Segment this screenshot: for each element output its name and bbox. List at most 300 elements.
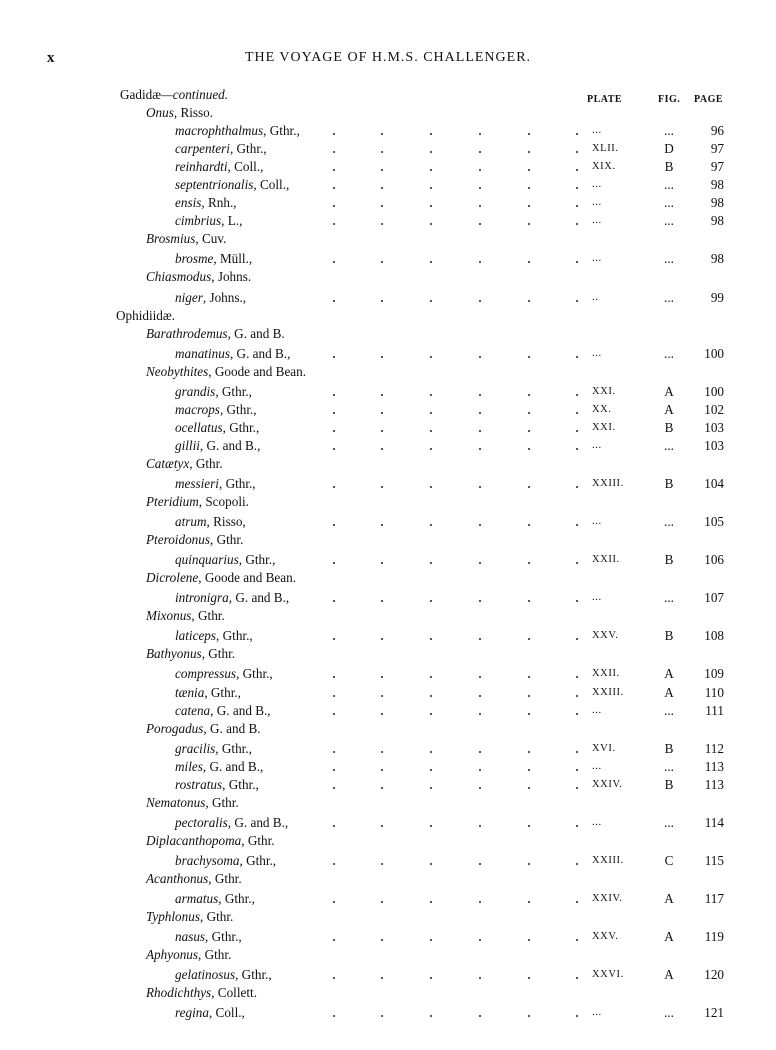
leader-dot <box>430 486 432 488</box>
leader-dot <box>528 300 530 302</box>
leader-dot <box>576 133 578 135</box>
taxon-name: brosme <box>175 251 214 267</box>
leader-dot <box>576 187 578 189</box>
family-row <box>0 86 776 104</box>
entry-name <box>146 104 213 122</box>
leader-dot <box>479 713 481 715</box>
leader-dot <box>479 394 481 396</box>
leader-dot <box>576 300 578 302</box>
leader-dot <box>333 412 335 414</box>
leader-dot <box>479 205 481 207</box>
leader-dot <box>430 524 432 526</box>
fig-cell: B <box>664 552 674 568</box>
taxon-name: quinquarius <box>175 552 239 568</box>
entry-name <box>146 607 225 625</box>
leader-dot <box>528 638 530 640</box>
species-row <box>0 684 776 702</box>
leader-dot <box>430 676 432 678</box>
page-cell: 98 <box>710 177 724 193</box>
page-cell: 111 <box>705 702 724 718</box>
taxon-name: ocellatus <box>175 419 223 435</box>
leader-dot <box>381 261 383 263</box>
leader-dot <box>333 205 335 207</box>
leader-dot <box>381 562 383 564</box>
leader-dot <box>576 1015 578 1017</box>
leader-dot <box>479 223 481 225</box>
leader-dot <box>430 205 432 207</box>
fig-cell: ... <box>664 251 674 267</box>
taxon-name: laticeps <box>175 628 217 644</box>
leader-dot <box>528 562 530 564</box>
genus-row <box>0 268 776 286</box>
authority: , Gthr., <box>218 891 255 907</box>
leader-dot <box>381 863 383 865</box>
leader-dot <box>528 600 530 602</box>
taxon-name: tænia <box>175 684 205 700</box>
leader-dot <box>479 448 481 450</box>
leader-dot <box>479 187 481 189</box>
taxon-name: Ophidiidæ. <box>116 307 175 323</box>
leader-dot <box>381 133 383 135</box>
taxon-name: messieri <box>175 475 219 491</box>
taxon-name: Aphyonus <box>146 947 199 963</box>
leader-dot <box>430 863 432 865</box>
taxon-name: Neobythites <box>146 363 209 379</box>
plate-cell: XXIII. <box>592 477 624 489</box>
authority: , Gthr. <box>191 608 225 624</box>
leader-dot <box>333 600 335 602</box>
plate-cell: ... <box>592 347 602 359</box>
leader-dot <box>576 169 578 171</box>
plate-cell: ... <box>592 760 602 772</box>
page-cell: 120 <box>704 967 724 983</box>
authority: , Gthr., <box>216 628 253 644</box>
entry-name <box>146 908 233 926</box>
authority: , Gthr., <box>235 967 272 983</box>
plate-cell: XXIV. <box>592 778 623 790</box>
fig-cell: ... <box>664 213 674 229</box>
authority: , Gthr., <box>238 552 276 568</box>
leader-dot <box>381 524 383 526</box>
leader-dot <box>333 223 335 225</box>
leader-dot <box>576 524 578 526</box>
page-number: x <box>47 50 56 66</box>
authority: , Risso, <box>206 514 246 530</box>
taxon-name: gelatinosus <box>175 967 236 983</box>
genus-row <box>0 363 776 381</box>
leader-dot <box>430 638 432 640</box>
fig-cell: ... <box>664 758 674 774</box>
taxon-name: rostratus <box>175 776 223 792</box>
leader-dot <box>381 600 383 602</box>
taxon-name: Chiasmodus <box>146 269 212 285</box>
authority: , G. and B., <box>199 437 261 453</box>
leader-dot <box>576 562 578 564</box>
page-cell: 104 <box>704 475 724 491</box>
leader-dot <box>479 939 481 941</box>
fig-cell: A <box>664 929 674 945</box>
leader-dot <box>576 356 578 358</box>
page-cell: 110 <box>704 684 724 700</box>
leader-dot <box>479 1015 481 1017</box>
leader-dot <box>333 769 335 771</box>
authority: , Gthr. <box>199 909 234 925</box>
taxon-name: niger <box>175 289 203 305</box>
leader-dot <box>479 300 481 302</box>
genus-row <box>0 493 776 511</box>
leader-dot <box>479 769 481 771</box>
fig-cell: B <box>664 740 674 756</box>
plate-cell: ... <box>592 516 602 528</box>
leader-dot <box>381 430 383 432</box>
species-row <box>0 212 776 230</box>
fig-cell: ... <box>664 289 674 305</box>
page-cell: 112 <box>704 740 724 756</box>
plate-cell: ... <box>592 1007 602 1019</box>
plate-cell: XVI. <box>592 742 616 754</box>
genus-row <box>0 908 776 926</box>
leader-dot <box>576 713 578 715</box>
species-row <box>0 289 776 307</box>
leader-dot <box>576 977 578 979</box>
leader-dot <box>528 787 530 789</box>
leader-dot <box>333 394 335 396</box>
page-cell: 102 <box>704 401 724 417</box>
plate-cell: XXIII. <box>592 854 624 866</box>
leader-dot <box>576 223 578 225</box>
leader-dot <box>479 695 481 697</box>
fig-cell: A <box>664 401 674 417</box>
fig-cell: C <box>664 852 674 868</box>
species-row <box>0 665 776 683</box>
leader-dot <box>576 486 578 488</box>
leader-dot <box>333 1015 335 1017</box>
leader-dot <box>333 825 335 827</box>
leader-dot <box>479 825 481 827</box>
fig-cell: ... <box>664 177 674 193</box>
leader-dot <box>381 205 383 207</box>
plate-cell: XXV. <box>592 630 619 642</box>
species-row <box>0 513 776 531</box>
authority: , G. and B., <box>228 590 290 606</box>
plate-cell: ... <box>592 179 602 191</box>
genus-row <box>0 984 776 1002</box>
plate-cell: ... <box>592 439 602 451</box>
leader-dot <box>333 524 335 526</box>
plate-cell: XXIII. <box>592 686 624 698</box>
leader-dot <box>430 769 432 771</box>
authority: , Müll., <box>213 251 253 267</box>
species-row <box>0 890 776 908</box>
leader-dot <box>479 562 481 564</box>
leader-dot <box>430 825 432 827</box>
leader-dot <box>381 695 383 697</box>
page-cell: 117 <box>704 891 724 907</box>
taxon-name: brachysoma <box>175 852 240 868</box>
taxon-name: Dicrolene <box>146 570 199 586</box>
genus-row <box>0 946 776 964</box>
page-cell: 96 <box>710 123 724 139</box>
leader-dot <box>381 751 383 753</box>
page-cell: 107 <box>704 590 724 606</box>
leader-dot <box>430 695 432 697</box>
entry-name <box>146 984 257 1002</box>
authority: , Coll., <box>208 1005 245 1021</box>
plate-cell: ... <box>592 816 602 828</box>
entry-name <box>146 268 251 286</box>
taxon-name: catena <box>175 702 211 718</box>
entry-name <box>146 832 275 850</box>
leader-dot <box>381 187 383 189</box>
entry-name <box>146 645 235 663</box>
page-cell: 100 <box>704 383 724 399</box>
page-cell: 108 <box>704 628 724 644</box>
fig-cell: A <box>664 666 674 682</box>
authority: , Gthr., <box>239 852 277 868</box>
entry-name <box>146 794 239 812</box>
taxon-name: ensis <box>175 195 202 211</box>
taxon-name: Gadidæ <box>120 87 162 102</box>
leader-dot <box>430 223 432 225</box>
leader-dot <box>576 939 578 941</box>
index-table <box>0 86 776 1022</box>
authority: , L., <box>221 213 243 229</box>
authority: , Gthr. <box>198 947 232 963</box>
leader-dot <box>430 448 432 450</box>
leader-dot <box>479 169 481 171</box>
plate-cell: ... <box>592 197 602 209</box>
page-cell: 113 <box>704 776 724 792</box>
species-row <box>0 966 776 984</box>
taxon-name: Catætyx <box>146 455 190 471</box>
leader-dot <box>479 676 481 678</box>
authority: , G. and B., <box>227 814 289 830</box>
column-header-plate: PLATE <box>587 94 623 105</box>
taxon-name: nasus <box>175 929 206 945</box>
authority: , Gthr. <box>209 532 244 548</box>
fig-cell: B <box>664 475 674 491</box>
entry-name <box>146 531 243 549</box>
entry-name <box>146 493 249 511</box>
page-cell: 103 <box>704 419 724 435</box>
authority: , Gthr., <box>222 419 260 435</box>
leader-dot <box>576 751 578 753</box>
leader-dot <box>576 825 578 827</box>
taxon-name: compressus <box>175 666 237 682</box>
taxon-name: Brosmius <box>146 231 196 247</box>
page-cell: 98 <box>710 251 724 267</box>
genus-row <box>0 230 776 248</box>
leader-dot <box>479 430 481 432</box>
leader-dot <box>576 638 578 640</box>
fig-cell: A <box>664 684 674 700</box>
authority: , Gthr., <box>229 141 267 157</box>
taxon-name: carpenteri <box>175 141 230 157</box>
taxon-name: manatinus <box>175 345 230 361</box>
taxon-name: grandis <box>175 383 216 399</box>
authority: , Johns. <box>211 269 252 285</box>
leader-dot <box>479 356 481 358</box>
leader-dot <box>333 939 335 941</box>
authority: , Goode and Bean. <box>198 570 297 586</box>
leader-dot <box>333 901 335 903</box>
page-cell: 106 <box>704 552 724 568</box>
page-cell: 121 <box>704 1005 724 1021</box>
leader-dot <box>479 600 481 602</box>
fig-cell: ... <box>664 345 674 361</box>
authority: , G. and B., <box>202 758 264 774</box>
authority: , Gthr., <box>219 401 257 417</box>
leader-dot <box>381 223 383 225</box>
taxon-name: macrophthalmus <box>175 123 264 139</box>
taxon-name: Porogadus <box>146 720 204 736</box>
entry-name <box>146 363 306 381</box>
leader-dot <box>528 133 530 135</box>
leader-dot <box>576 412 578 414</box>
authority: , Gthr. <box>201 646 236 662</box>
leader-dot <box>333 695 335 697</box>
authority: , Gthr., <box>218 475 256 491</box>
leader-dot <box>576 787 578 789</box>
plate-cell: XXII. <box>592 554 620 566</box>
plate-cell: XXV. <box>592 931 619 943</box>
authority: , Gthr., <box>215 740 252 756</box>
leader-dot <box>333 261 335 263</box>
leader-dot <box>381 448 383 450</box>
fig-cell: A <box>664 383 674 399</box>
entry-name <box>116 307 175 325</box>
leader-dot <box>576 863 578 865</box>
leader-dot <box>479 863 481 865</box>
leader-dot <box>528 939 530 941</box>
leader-dot <box>430 562 432 564</box>
entry-name <box>146 569 296 587</box>
leader-dot <box>333 133 335 135</box>
taxon-name: Onus <box>146 105 174 121</box>
plate-cell: XXII. <box>592 668 620 680</box>
leader-dot <box>381 486 383 488</box>
page-cell: 97 <box>710 159 724 175</box>
leader-dot <box>479 901 481 903</box>
entry-name <box>146 325 285 343</box>
entry-name <box>146 455 223 473</box>
leader-dot <box>381 394 383 396</box>
authority: , Goode and Bean. <box>208 363 307 379</box>
authority: , Rnh., <box>201 195 237 211</box>
genus-row <box>0 607 776 625</box>
leader-dot <box>381 769 383 771</box>
leader-dot <box>333 863 335 865</box>
leader-dot <box>479 412 481 414</box>
leader-dot <box>333 169 335 171</box>
taxon-name: Rhodichthys <box>146 985 212 1001</box>
species-row <box>0 589 776 607</box>
entry-name <box>146 230 226 248</box>
taxon-name: pectoralis <box>175 814 228 830</box>
page-cell: 98 <box>710 213 724 229</box>
species-row <box>0 176 776 194</box>
leader-dot <box>333 430 335 432</box>
leader-dot <box>333 187 335 189</box>
leader-dot <box>576 901 578 903</box>
entry-name <box>146 870 242 888</box>
leader-dot <box>576 769 578 771</box>
taxon-name: reinhardti <box>175 159 228 175</box>
authority: , G. and B. <box>203 720 261 736</box>
entry-name <box>146 720 261 738</box>
leader-dot <box>528 394 530 396</box>
leader-dot <box>333 751 335 753</box>
taxon-name: Diplacanthopoma <box>146 832 242 848</box>
plate-cell: XLII. <box>592 143 619 155</box>
leader-dot <box>381 356 383 358</box>
page-cell: 100 <box>704 345 724 361</box>
page-cell: 103 <box>704 437 724 453</box>
taxon-name: septentrionalis <box>175 177 254 193</box>
plate-cell: XX. <box>592 403 612 415</box>
leader-dot <box>430 300 432 302</box>
leader-dot <box>528 769 530 771</box>
leader-dot <box>479 133 481 135</box>
leader-dot <box>479 977 481 979</box>
leader-dot <box>381 977 383 979</box>
taxon-name: Typhlonus <box>146 909 200 925</box>
running-title: THE VOYAGE OF H.M.S. CHALLENGER. <box>244 50 532 65</box>
leader-dot <box>430 133 432 135</box>
fig-cell: ... <box>664 1005 674 1021</box>
leader-dot <box>576 205 578 207</box>
leader-dot <box>528 486 530 488</box>
fig-cell: ... <box>664 514 674 530</box>
taxon-name: gracilis <box>175 740 216 756</box>
leader-dot <box>333 638 335 640</box>
leader-dot <box>430 412 432 414</box>
species-row <box>0 551 776 569</box>
species-row <box>0 928 776 946</box>
leader-dot <box>381 901 383 903</box>
taxon-name: miles <box>175 758 203 774</box>
leader-dot <box>528 751 530 753</box>
species-row <box>0 383 776 401</box>
leader-dot <box>576 448 578 450</box>
leader-dot <box>479 638 481 640</box>
leader-dot <box>528 205 530 207</box>
leader-dot <box>430 169 432 171</box>
leader-dot <box>430 939 432 941</box>
taxon-name: atrum <box>175 514 207 530</box>
plate-cell: XXI. <box>592 385 616 397</box>
genus-row <box>0 455 776 473</box>
leader-dot <box>528 901 530 903</box>
taxon-name: regina <box>175 1005 209 1021</box>
leader-dot <box>528 448 530 450</box>
authority: , Scopoli. <box>198 494 249 510</box>
taxon-name: Bathyonus <box>146 646 202 662</box>
leader-dot <box>430 713 432 715</box>
species-row <box>0 194 776 212</box>
taxon-name: Nematonus <box>146 794 206 810</box>
leader-dot <box>528 169 530 171</box>
plate-cell: .. <box>592 291 599 303</box>
leader-dot <box>381 169 383 171</box>
fig-cell: A <box>664 891 674 907</box>
genus-row <box>0 104 776 122</box>
plate-cell: ... <box>592 592 602 604</box>
species-row <box>0 776 776 794</box>
taxon-name: Acanthonus <box>146 870 209 886</box>
column-header-fig: FIG. <box>658 94 681 105</box>
authority: , G. and B., <box>210 702 271 718</box>
